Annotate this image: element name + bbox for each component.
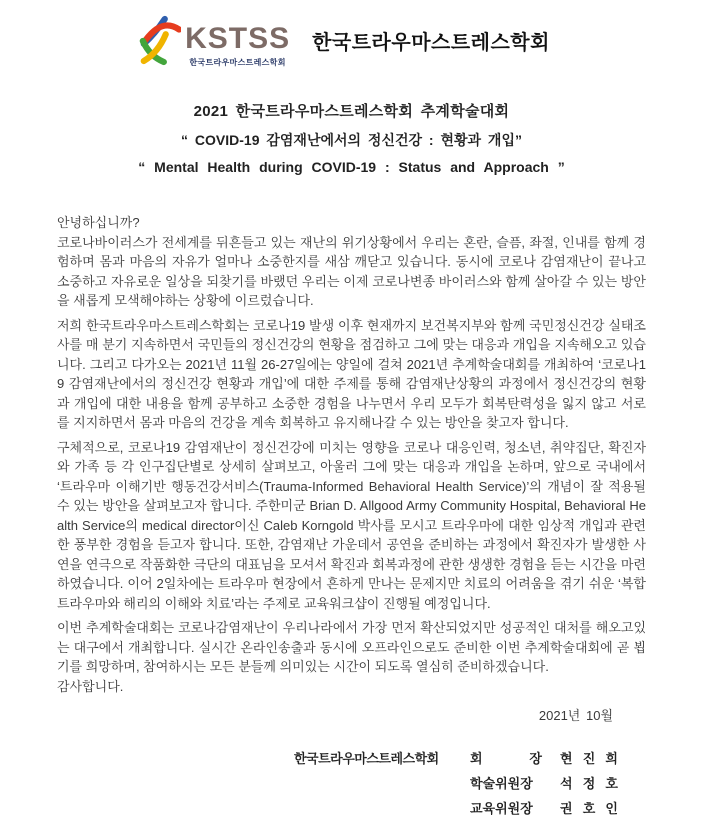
body-paragraph-2: 저희 한국트라우마스트레스학회는 코로나19 발생 이후 현재까지 보건복지부와 함께 국민정신건강 실태조사를 매 분기 지속하면서 국민들의 정신건강의 현황을 점검하고 그에 맞는 대응과 개입을 지속해오고 있습니다. 그리고 다가오는 2021년 11월 26-27일에는 양일에 걸쳐 2021년 추계학술대회를 개최하여 ‘코로나19 감염재난에서의 정신건강 현황과 개입’에 대한 주제를 통해 감염재난상황의 과정에서 정신건강의 현황과 개입에 대한 내용을 함께 공부하고 소중한 경험을 나누면서 우리 모두가 회복탄력성을 잃지 않고 서로를 지지하면서 몸과 마음의 건강을 계속 회복하고 유지해나갈 수 있는 방안을 찾고자 합니다.: [57, 317, 646, 430]
signature-name-academic-chair: 석 정 호: [560, 776, 618, 791]
conference-subtitle-korean: “ COVID-19 감염재난에서의 정신건강 : 현황과 개입”: [181, 132, 522, 148]
signature-org: 한국트라우마스트레스학회: [294, 751, 439, 766]
signature-title-academic-chair: 학술위원장: [470, 776, 533, 791]
conference-title: 2021 한국트라우마스트레스학회 추계학술대회: [193, 103, 510, 120]
letterhead: [57, 14, 632, 68]
organization-name-header: 한국트라우마스트레스학회: [312, 32, 550, 54]
greeting-line: 안녕하십니까?: [57, 215, 140, 230]
logo-subtext: 한국트라우마스트레스학회: [189, 58, 286, 67]
signature-title-president: 회 장: [470, 751, 542, 766]
closing-line: 감사합니다.: [57, 678, 124, 694]
signature-block: [57, 746, 646, 821]
conference-title-block: [57, 100, 646, 175]
signature-row: [57, 746, 618, 771]
signature-row: [57, 796, 618, 821]
conference-subtitle-english: “ Mental Health during COVID-19 : Status and Approach ”: [138, 159, 565, 175]
date-line: 2021년 10월: [538, 708, 613, 723]
signature-name-education-chair: 권 호 인: [560, 801, 618, 816]
signature-row: [57, 771, 618, 796]
kstss-ribbon-emblem-icon: [139, 14, 181, 66]
logo-text-stack: [185, 24, 290, 68]
body-paragraph-1: 코로나바이러스가 전세계를 뒤흔들고 있는 재난의 위기상황에서 우리는 혼란, 슬픔, 좌절, 인내를 함께 경험하며 몸과 마음의 자유가 얼마나 소중한지를 새삼 깨닫고 있습니다. 동시에 코로나 감염재난이 끝나고 소중하고 자유로운 일상을 되찾기를 바랬던 우리는 이제 코로나변종 바이러스와 함께 살아갈 수 있는 방안을 새롭게 모색해야하는 상황에 이르렀습니다.: [57, 234, 646, 308]
signature-name-president: 현 진 희: [560, 751, 618, 766]
signature-title-education-chair: 교육위원장: [470, 801, 533, 816]
body-paragraph-4: 이번 추계학술대회는 코로나감염재난이 우리나라에서 가장 먼저 확산되었지만 성공적인 대처를 해오고있는 대구에서 개최합니다. 실시간 온라인송출과 동시에 오프라인으로도 준비한 이번 추계학술대회에 곧 뵙기를 희망하며, 참여하시는 모든 분들께 의미있는 시간이 되도록 열심히 준비하겠습니다.: [57, 620, 646, 674]
logo-acronym: KSTSS: [185, 22, 291, 55]
body-paragraph-3: 구체적으로, 코로나19 감염재난이 정신건강에 미치는 영향을 코로나 대응인력, 청소년, 취약집단, 확진자와 가족 등 각 인구집단별로 상세히 살펴보고, 아울러 그에 맞는 대응과 개입을 논하며, 앞으로 국내에서 ‘트라우마 이해기반 행동건강서비스(Trauma-Informed Behavioral Health Service)’의 개념이 잘 적용될 수 있는 방안을 살펴보고자 합니다. 주한미군 Brian D. Allgood Army Community Hospital, Behavioral Health Service의 medical director이신 Caleb Korngold 박사를 모시고 트라우마에 대한 임상적 개입과 관련한 풍부한 경험을 듣고자 합니다. 또한, 감염재난 가운데서 공연을 준비하는 과정에서 확진자가 발생한 사연을 연극으로 작품화한 극단의 대표님을 모셔서 확진과 회복과정에 관한 생생한 경험을 듣는 시간을 마련하였습니다. 이어 2일차에는 트라우마 현장에서 흔하게 만나는 문제지만 치료의 어려움을 겪기 쉬운 ‘복합트라우마와 해리의 이해와 치료’라는 주제로 교육워크샵이 진행될 예정입니다.: [57, 439, 646, 611]
letter-body: [57, 213, 646, 724]
